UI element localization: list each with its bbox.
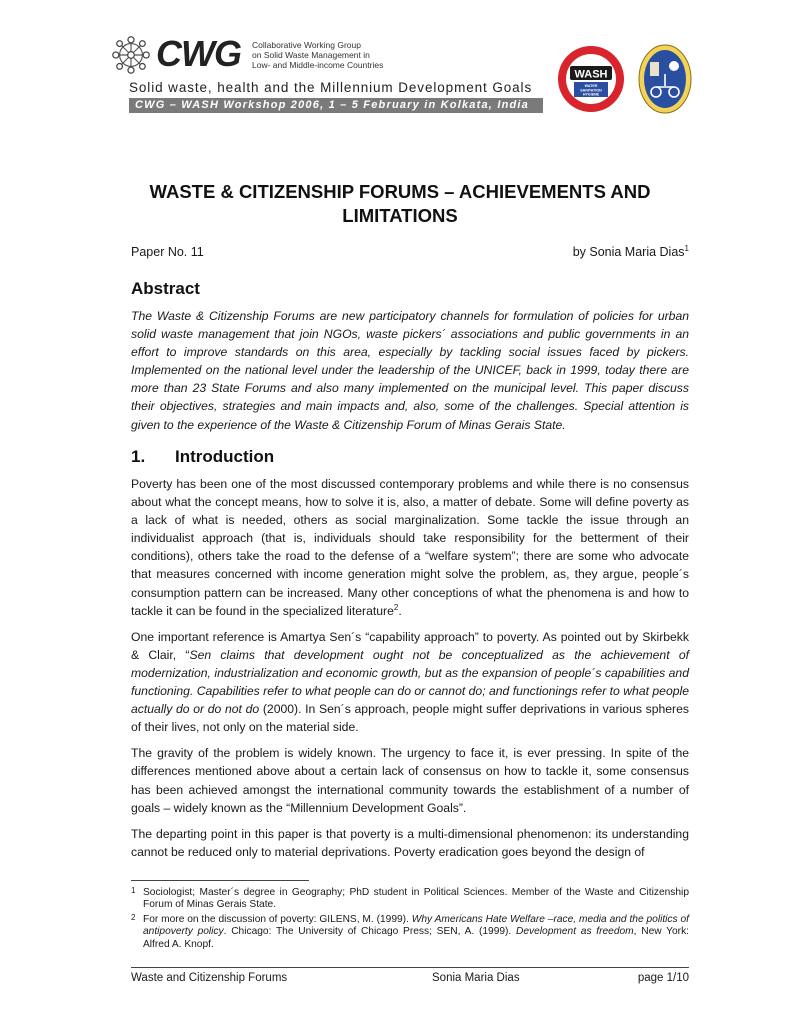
paragraph-text: One important reference is Amartya Sen´s “capability approach” to poverty. As pointed out by Skirbekk & Clair, “: [131, 629, 689, 662]
footnote: [131, 914, 689, 951]
footnotes: [131, 887, 689, 953]
cwg-logo-text: CWG: [156, 33, 241, 74]
org-line: on Solid Waste Management in: [252, 50, 370, 60]
wash-logo-subtext: WATER: [584, 84, 598, 88]
page-footer: [131, 972, 689, 988]
author-line: [573, 245, 689, 259]
workshop-banner: CWG – WASH Workshop 2006, 1 – 5 February in Kolkata, India: [129, 98, 543, 113]
footer-title: Waste and Citizenship Forums: [131, 972, 288, 984]
paragraph: The departing point in this paper is that poverty is a multi-dimensional phenomenon: its understanding cannot be reduced only to material deprivations. Poverty eradication goes beyond the design of: [131, 826, 689, 859]
book-title: Development as freedom: [516, 926, 634, 938]
footnote-divider: [131, 880, 309, 881]
org-name: [252, 40, 383, 70]
book-title: Why Americans Hate Welfare –race, media and the politics of antipoverty policy: [143, 913, 689, 938]
wash-logo-subtext: HYGIENE: [582, 92, 600, 97]
section-number: 1.: [131, 447, 146, 466]
footnote-text: For more on the discussion of poverty: GILENS, M. (1999).: [143, 913, 412, 925]
org-line: Collaborative Working Group: [252, 40, 361, 50]
footer-divider: [131, 967, 689, 968]
page-header: [112, 34, 537, 114]
footnote-text: , New York: Alfred A. Knopf.: [143, 926, 690, 950]
body-text: [131, 475, 689, 869]
tagline: Solid waste, health and the Millennium Development Goals: [129, 80, 533, 95]
wash-logo-icon: [556, 44, 626, 114]
paragraph-text: (2000). In Sen´s approach, people might suffer deprivations in various spheres of their lives, not only on the material side.: [131, 702, 689, 735]
footnote-text: . Chicago: The University of Chicago Press; SEN, A. (1999).: [223, 926, 517, 938]
shield-emblem-icon: [638, 44, 692, 114]
wash-logo-text: WASH: [574, 68, 608, 81]
cwg-network-icon: [112, 36, 150, 74]
footnote: [131, 887, 689, 912]
quotation: Sen claims that development ought not be conceptualized as the achievement of modernization, industrialization and economic growth, but as the expansion of people´s capabilities and functioning. Capabilities refer to what people can do or cannot do; and functionings refer to what people actually do or do not do: [131, 647, 689, 717]
paper-meta: [131, 245, 689, 263]
footnote-mark: 2: [131, 912, 136, 922]
author-name: by Sonia Maria Dias: [572, 245, 685, 259]
footnote-mark: 1: [131, 886, 136, 895]
footer-author: Sonia Maria Dias: [432, 972, 520, 984]
wash-logo-subtext: SANITATION: [580, 88, 602, 93]
page-number: page 1/10: [637, 972, 689, 984]
footnote-text: Sociologist; Master´s degree in Geography; PhD student in Political Sciences. Member of the Waste and Citizenship Forum of Minas Gerais State.: [143, 887, 689, 911]
paragraph: [131, 475, 689, 620]
paragraph-text: Poverty has been one of the most discussed contemporary problems and while there is no consensus about what the concept means, how to solve it is, also, a matter of debate. Some will define poverty as a lack of what is needed, others as social marginalization. Some tackle the issue through an individualist approach (that is, individuals should take responsibility for the betterment of their conditions), others take the road to the defense of a “welfare system”; there are some who advocate that measures concerned with income generation might solve the problem, as, they argue, people´s consumption pattern can be increased. Many other conceptions of what the phenomena is and how to tackle it can be found in the specialized literature: [131, 477, 689, 618]
paper-title: WASTE & CITIZENSHIP FORUMS – ACHIEVEMENTS AND LIMITATIONS: [149, 181, 651, 226]
org-line: Low- and Middle-income Countries: [252, 60, 384, 70]
abstract-text: The Waste & Citizenship Forums are new participatory channels for formulation of policies for urban solid waste management that join NGOs, waste pickers´ associations and public governments in an effort to improve standards on this area, especially by tackling social issues faced by pickers. Implemented on the national level under the leadership of the UNICEF, back in 1999, today there are more than 23 State Forums and also many implemented on the municipal level. This paper discuss their objectives, strategies and main impacts and, also, some of the challenges. Special attention is given to the experience of the Waste & Citizenship Forum of Minas Gerais State.: [131, 309, 689, 432]
section-heading: [131, 447, 274, 467]
paragraph: The gravity of the problem is widely known. The urgency to face it, is ever pressing. In spite of the differences mentioned above about a certain lack of consensus on how to tackle it, some consensus has been achieved amongst the international community towards the establishment of a number of goals – widely known as the “Millennium Development Goals”.: [131, 746, 689, 815]
section-title: Introduction: [175, 447, 275, 466]
paper-number: Paper No. 11: [131, 245, 204, 259]
paragraph: [131, 628, 689, 737]
footnote-ref: 1: [684, 243, 689, 253]
footnote-ref: 2: [393, 602, 399, 612]
paragraph-text: .: [398, 603, 402, 618]
abstract-heading: Abstract: [131, 279, 200, 298]
